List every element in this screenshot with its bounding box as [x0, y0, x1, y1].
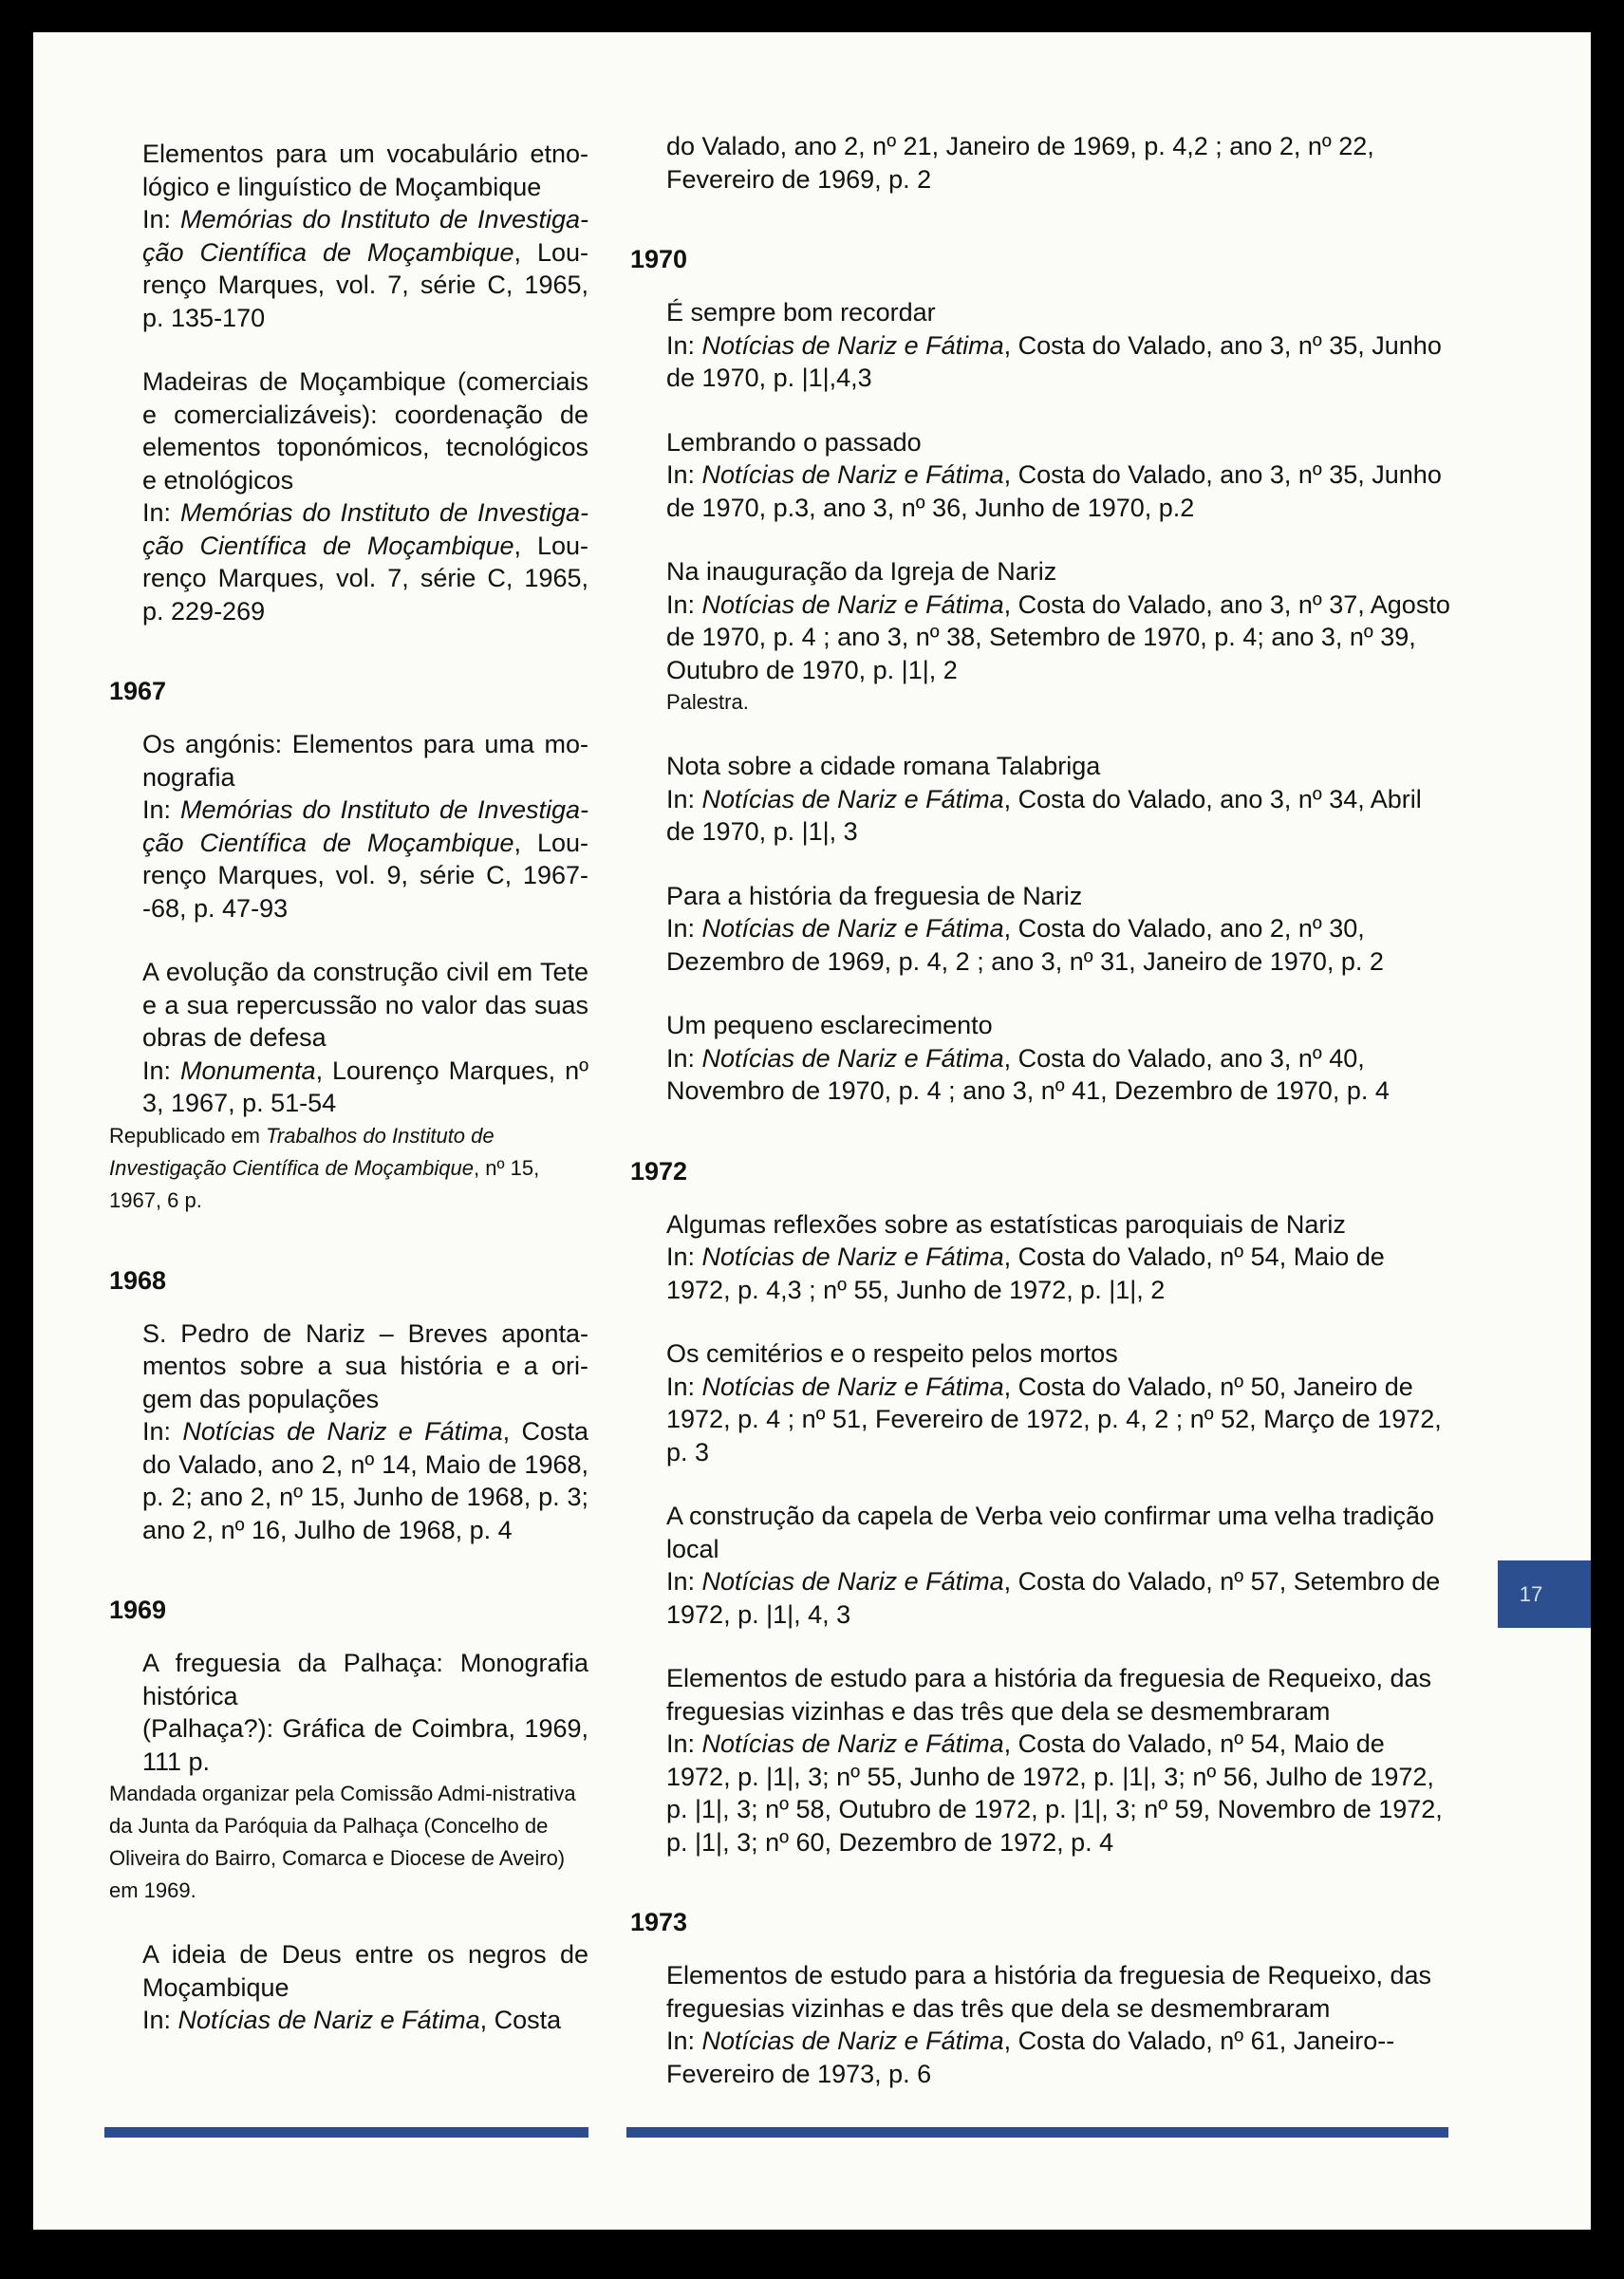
entry-note: Republicado em Trabalhos do Instituto de Investigação Científica de Moçambique, nº 15, 1967, 6 p.	[109, 1123, 540, 1212]
bibliography-entry	[666, 426, 1454, 525]
bibliography-entry	[109, 956, 588, 1217]
year-heading: 1968	[109, 1265, 167, 1295]
bibliography-entry	[142, 1938, 588, 2037]
bibliography-entry	[666, 1500, 1454, 1631]
entry-source: In: Notícias de Nariz e Fátima, Costa	[142, 2006, 562, 2034]
entry-source: In: Notícias de Nariz e Fátima, Costa do Valado, ano 3, nº 40, Novembro de 1970, p. 4 ; ano 3, nº 41, Dezembro de 1970, p. 4	[666, 1043, 1390, 1105]
footer-rule-right	[626, 2127, 1448, 2138]
bibliography-entry	[142, 1317, 588, 1547]
entry-source: In: Notícias de Nariz e Fátima, Costa do Valado, ano 3, nº 37, Agosto de 1970, p. 4 ; ano 3, nº 38, Setembro de 1970, p. 4; ano 3, nº 39, Outubro de 1970, p. |1|, 2	[666, 589, 1450, 684]
entry-continuation: do Valado, ano 2, nº 21, Janeiro de 1969, p. 4,2 ; ano 2, nº 22, Fevereiro de 1969, p. 2	[666, 132, 1374, 194]
entry-title: Para a história da freguesia de Nariz	[666, 881, 1083, 910]
entry-source: In: Notícias de Nariz e Fátima, Costa do Valado, nº 61, Janeiro--Fevereiro de 1973, p. 6	[666, 2027, 1395, 2088]
entry-title: A ideia de Deus entre os negros de Moçambique	[142, 1940, 588, 2002]
bibliography-entry	[666, 1662, 1454, 1859]
bibliography-entry	[142, 138, 588, 334]
entry-source: In: Notícias de Nariz e Fátima, Costa do Valado, ano 2, nº 30, Dezembro de 1969, p. 4, 2 ; ano 3, nº 31, Janeiro de 1970, p. 2	[666, 914, 1384, 976]
entry-source: In: Notícias de Nariz e Fátima, Costa do Valado, ano 3, nº 35, Junho de 1970, p.3, ano 3, nº 36, Junho de 1970, p.2	[666, 460, 1442, 522]
bibliography-entry	[666, 750, 1454, 849]
entry-note: Palestra.	[666, 690, 749, 714]
entry-source: In: Notícias de Nariz e Fátima, Costa do Valado, nº 50, Janeiro de 1972, p. 4 ; nº 51, Fevereiro de 1972, p. 4, 2 ; nº 52, Março de 1972, p. 3	[666, 1372, 1442, 1466]
entry-title: Elementos de estudo para a história da freguesia de Requeixo, das freguesias vizinhas e das três que dela se desmembraram	[666, 1961, 1432, 2023]
entry-title: A construção da capela de Verba veio confirmar uma velha tradição local	[666, 1502, 1434, 1563]
year-heading: 1969	[109, 1596, 167, 1624]
bibliography-entry	[666, 296, 1454, 395]
entry-source: In: Notícias de Nariz e Fátima, Costa do Valado, ano 2, nº 14, Maio de 1968, p. 2; ano 2, nº 15, Junho de 1968, p. 3; ano 2, nº 16, Julho de 1968, p. 4	[142, 1417, 588, 1544]
bibliography-entry	[142, 728, 588, 925]
entry-note: Mandada organizar pela Comissão Admi-nistrativa da Junta da Paróquia da Palhaça (Concelho de Oliveira do Bairro, Comarca e Diocese de Aveiro) em 1969.	[109, 1782, 576, 1902]
entry-title: Elementos de estudo para a história da freguesia de Requeixo, das freguesias vizinhas e das três que dela se desmembraram	[666, 1664, 1432, 1726]
entry-source: In: Notícias de Nariz e Fátima, Costa do Valado, nº 57, Setembro de 1972, p. |1|, 4, 3	[666, 1567, 1441, 1629]
entry-title: Os angónis: Elementos para uma mo-nografia	[142, 730, 588, 792]
year-heading: 1973	[630, 1908, 688, 1936]
entry-source: In: Monumenta, Lourenço Marques, nº 3, 1967, p. 51-54	[142, 1055, 588, 1117]
page-number: 17	[1519, 1581, 1543, 1606]
bibliography-entry	[666, 1009, 1454, 1108]
year-heading: 1970	[630, 245, 688, 273]
entry-title: Algumas reflexões sobre as estatísticas paroquiais de Nariz	[666, 1209, 1346, 1239]
left-column	[109, 138, 588, 2037]
bibliography-entry	[109, 1647, 588, 1907]
bibliography-entry	[666, 1959, 1454, 2090]
entry-title: Madeiras de Moçambique (comerciais e comercializáveis): coordenação de elementos toponómicos, tecnológicos e etnológicos	[142, 367, 588, 495]
entry-title: Um pequeno esclarecimento	[666, 1011, 993, 1039]
entry-title: Lembrando o passado	[666, 427, 922, 457]
entry-source: In: Memórias do Instituto de Investiga-ção Científica de Moçambique, Lou-renço Marques, vol. 7, série C, 1965, p. 229-269	[142, 498, 588, 626]
page-number-tab	[1498, 1560, 1591, 1628]
right-column	[630, 130, 1454, 2090]
footer-rule-left	[104, 2127, 588, 2138]
entry-title: Na inauguração da Igreja de Nariz	[666, 557, 1057, 586]
entry-source: In: Notícias de Nariz e Fátima, Costa do Valado, ano 3, nº 35, Junho de 1970, p. |1|,4,3	[666, 330, 1442, 392]
year-heading: 1967	[109, 677, 167, 705]
entry-source: In: Notícias de Nariz e Fátima, Costa do Valado, nº 54, Maio de 1972, p. |1|, 3; nº 55, Junho de 1972, p. |1|, 3; nº 56, Julho de 1972, p. |1|, 3; nº 58, Outubro de 1972, p. |1|, 3; nº 59, Novembro de 1972, p. |1|, 3; nº 60, Dezembro de 1972, p. 4	[666, 1729, 1443, 1857]
year-heading: 1972	[630, 1156, 688, 1186]
bibliography-entry	[666, 555, 1454, 719]
entry-title: É sempre bom recordar	[666, 298, 936, 327]
entry-title: Os cemitérios e o respeito pelos mortos	[666, 1339, 1118, 1368]
entry-source: In: Notícias de Nariz e Fátima, Costa do Valado, nº 54, Maio de 1972, p. 4,3 ; nº 55, Junho de 1972, p. |1|, 2	[666, 1242, 1385, 1304]
bibliography-entry	[666, 1208, 1454, 1307]
entry-title: S. Pedro de Nariz – Breves aponta-mentos sobre a sua história e a ori-gem das populações	[142, 1318, 588, 1413]
entry-title: Elementos para um vocabulário etno-lógico e linguístico de Moçambique	[142, 140, 588, 201]
entry-title: A evolução da construção civil em Tete e a sua repercussão no valor das suas obras de defesa	[142, 958, 588, 1052]
entry-source: In: Memórias do Instituto de Investiga-ção Científica de Moçambique, Lou-renço Marques, vol. 9, série C, 1967--68, p. 47-93	[142, 795, 588, 923]
bibliography-entry	[142, 365, 588, 627]
bibliography-entry	[666, 1337, 1454, 1468]
entry-title: A freguesia da Palhaça: Monografia histórica	[142, 1649, 588, 1710]
entry-title: Nota sobre a cidade romana Talabriga	[666, 752, 1101, 780]
entry-source: In: Notícias de Nariz e Fátima, Costa do Valado, ano 3, nº 34, Abril de 1970, p. |1|, 3	[666, 784, 1422, 846]
entry-source: (Palhaça?): Gráfica de Coimbra, 1969, 111 p.	[142, 1714, 588, 1776]
bibliography-entry	[666, 880, 1454, 979]
entry-source: In: Memórias do Instituto de Investiga-ção Científica de Moçambique, Lou-renço Marques, vol. 7, série C, 1965, p. 135-170	[142, 205, 588, 332]
